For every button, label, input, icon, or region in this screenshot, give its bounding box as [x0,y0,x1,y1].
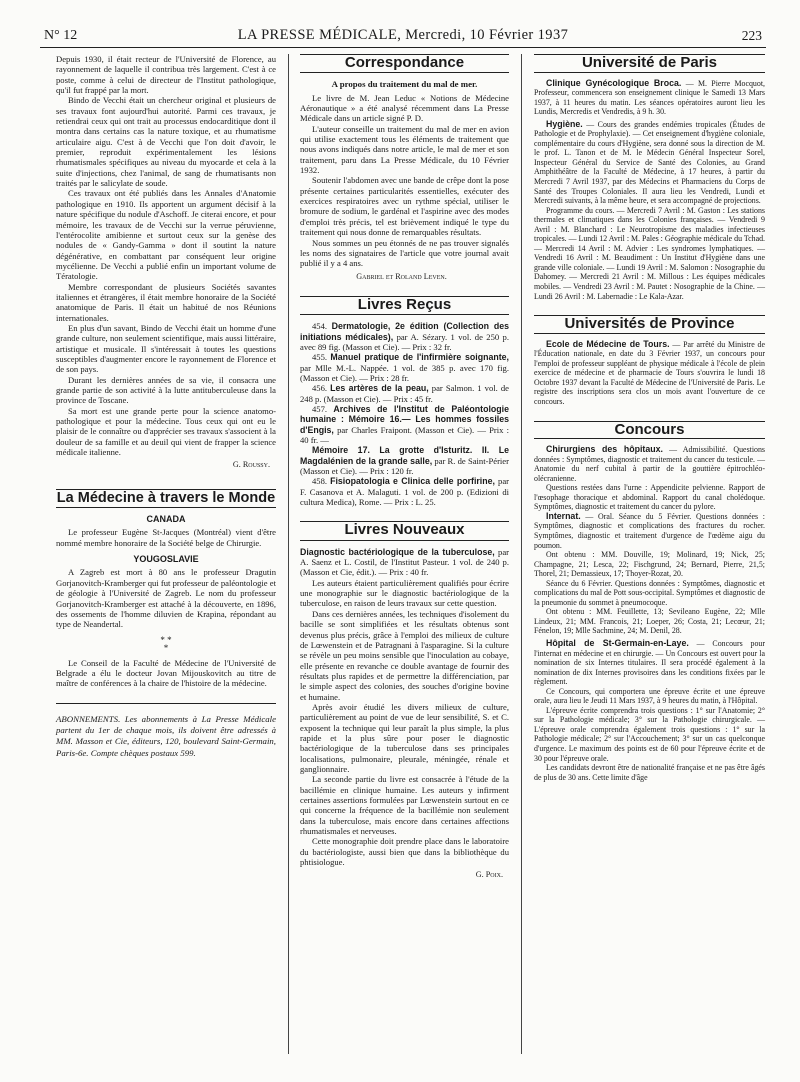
notice-title: Clinique Gynécologique Broca. [546,77,682,88]
notice-text: Les candidats devront être de nationalité française et ne pas être âgés de plus de 30 ans. Cette limite d'âge [534,763,765,782]
obituary-paragraph: En plus d'un savant, Bindo de Vecchi était un homme d'une grande culture, non seulement scientifique, mais aussi littéraire, artistique et musicale. Il s'intéressait à toutes les questions susceptibles d'augmenter encore le rayonnement de Florence et de son pays. [56,322,276,375]
entry-number: 457. [312,403,328,414]
notice-text: — Par arrêté du Ministre de l'Éducation nationale, en date du 3 Février 1937, un concours pour l'emploi de professeur suppléant de physique médicale à l'école de plein exercice de médecine et de pharmacie de Tours s'ouvrira le lundi 18 Octobre 1937 devant la Faculté de Médecine de l'Université de Paris. Le registre des inscriptions sera clos un mois avant l'ouverture de ce concours. [534,339,765,406]
country-heading: YOUGOSLAVIE [133,554,199,565]
review-paragraph: Cette monographie doit prendre place dans le laboratoire du bactériologiste, aussi bien que dans la bibliothèque du phtisiologue. [300,836,509,868]
notice-text: — Concours pour l'internat en médecine et en chirurgie. — Un Concours est ouvert pour la nomination de six Internes titulaires. Il sera procédé également à la nomination de dix Internes provisoires dans les conditions fixées par le règlement. [534,638,766,687]
books-received-list [300,321,509,507]
review-paragraph: Après avoir étudié les divers milieux de culture, particulièrement au point de vue de leur sensibilité, S. et C. exposent la technique qui leur paraît la plus simple, la plus rapide et la plus sûre pour poser le diagnostic bactériologique de la tuberculose dans ses principales localisations, pulmonaire, pleurale, méningée, rénale et ganglionnaire. [300,701,509,774]
book-reference: par A. Sézary. 1 vol. de 250 p. avec 89 fig. (Masson et Cie). — Prix : 32 fr. [300,331,510,352]
book-title: Archives de l'Institut de Paléontologie humaine : Mémoire 16.— Les hommes fossiles d'Engis, [300,403,509,435]
signature: Gabriel et Roland Leven. [356,271,447,281]
news-paragraph: Le Conseil de la Faculté de Médecine de l'Université de Belgrade a élu le docteur Jovan Mijouskovitch au titre de maître de conférences à la chaire de l'histoire de la médecine. [56,657,276,689]
book-reference: par Mlle M.-L. Nappée. 1 vol. de 385 p. avec 170 fig. (Masson et Cie). — Prix : 28 fr. [300,362,509,383]
entry-number: 454. [312,321,328,332]
book-reference: par Salmon. 1 vol. de 248 p. (Masson et Cie). — Prix : 45 fr. [300,383,510,404]
obituary-paragraph: Ces travaux ont été publiés dans les Annales d'Anatomie pathologique en 1910. Ils apportent un argument décisif à la nature spécifique du nodule d'Aschoff. Je citerai encore, et pour mémoire, les travaux de de Vecchi sur la verrue péruvienne, l'entérocolite amibienne et surtout ceux sur la genèse des nodules de « Gandy-Gamma » dont il soutint la nature dégénérative, en combattant par conséquent leur origine mycélienne. De Vecchi a publié enfin un important volume de Tératologie. [56,188,276,282]
separator-stars: * * * [160,634,172,653]
country-heading: CANADA [146,514,186,525]
book-entry [300,352,509,383]
notice-text: Ce Concours, qui comportera une épreuve écrite et une épreuve orale, aura lieu le Jeudi 11 Mars 1937, à 9 heures du matin, à l'Hôpital. [534,686,765,706]
obituary-paragraph: Durant les dernières années de sa vie, il consacra une grande partie de son activité à la lutte antituberculeuse dans la province de Toscane. [56,374,276,406]
book-title: Les artères de la peau, [330,383,429,394]
book-entry [300,404,509,445]
review-paragraph: La seconde partie du livre est consacrée à l'étude de la bacillémie en clinique humaine. Les auteurs y infirment certaines assertions formulées par Lœwenstein surtout en ce qui concerne la fréquence de la bacillémie non seulement dans la tuberculose, mais encore dans certaines affections rhumatismales et nerveuses. [300,774,509,837]
signature: G. Poix. [475,870,503,880]
page-number: 223 [741,28,762,43]
obituary-paragraph: Membre correspondant de plusieurs Sociétés savantes italiennes et étrangères, il était membre honoraire de la Société anatomique de Paris. Il était un habitué de nos Réunions internationales. [56,281,276,323]
book-entry [300,445,509,476]
signature: G. Roussy. [232,460,270,470]
notice-text: L'épreuve écrite comprendra trois questions : 1° sur l'Anatomie; 2° sur la Pathologie médicale; 3° sur la Pathologie chirurgicale. — L'épreuve orale comprendra également trois questions : 1° sur la Pathologie médicale; 2° sur l'Accouchement; 3° sur un cas quelconque d'urgence. Le maximum des points est de 60 pour l'épreuve écrite et de 30 pour l'épreuve orale. [534,705,765,763]
section-heading: Université de Paris [534,54,765,73]
journal-title: LA PRESSE MÉDICALE, Mercredi, 10 Février 1937 [237,27,569,43]
notice-text: — Cours des grandes endémies tropicales (Études de Pathologie et de Prophylaxie). — Cet enseignement d'hygiène coloniale, complémentaire du cours d'Hygiène, sera donné sous la direction de M. le prof. L. Tanon et de M. le Médecin Général Inspecteur Sorel, Inspecteur Général du Service de Santé des Colonies, au Grand Amphithéâtre de la Faculté de Médecine, à 17 heures, à partir du Mercredi 7 Avril 1937, par des Médecins et Pharmaciens du Corps de Santé des Troupes Coloniales. Il aura lieu les Vendredi, Lundi et Mercredi suivants, à la même heure, et sera accompagné de projections. [534,119,765,206]
obituary-paragraph: Bindo de Vecchi était un chercheur original et plusieurs de ses travaux font aujourd'hui autorité. Parmi ces travaux, je retiendrai ceux qui ont trait au processus endocarditique dont il montra dans certains cas la nature toxique, et au rhumatisme articulaire aigu. C'est à de Vecchi que l'on doit d'avoir, le premier, reproduit expérimentalement les lésions rhumatismales spécifiques au niveau du myocarde et cela à la suite d'injections, chez l'animal, de sang de rhumatisants non traités par le salicylate de soude. [56,95,276,189]
entry-number: 456. [312,383,328,394]
book-title: Manuel pratique de l'infirmière soignante, [330,352,509,363]
notice-text: — M. Pierre Mocquot, Professeur, commencera son enseignement clinique le Samedi 13 Mars 1937, à 11 heures du matin. Les séances opératoires auront lieu les Lundis, Mercredis et Vendredis, à 9 h. 30. [534,78,765,117]
news-paragraph: Le professeur Eugène St-Jacques (Montréal) vient d'être nommé membre honoraire de la Société belge de Chirurgie. [56,527,276,548]
review-paragraph: Les auteurs étaient particulièrement qualifiés pour écrire une monographie sur le diagnostic bactériologique de la tuberculose, en raison de leurs travaux sur cette question. [300,577,509,609]
column-middle [300,54,509,881]
column-left [56,54,276,759]
news-paragraph: A Zagreb est mort à 80 ans le professeur Dragutin Gorjanovitch-Kramberger qui fut professeur de paléontologie et de géologie à l'Université de Zagreb. Le nom du professeur Gorjanovitch-Kramberger est attaché à la découverte, en 1896, des ossements de l'homme diluvien de Krapina, répondant au type de Neandertal. [56,567,276,630]
entry-number: 458. [312,476,328,487]
book-title: Fisiopatologia e Clinica delle porfirine, [330,476,495,487]
obituary-paragraph: Sa mort est une grande perte pour la science anatomo-pathologique et pour la médecine. Tous ceux qui ont eu le plaisir de le connaître ou d'apprécier ses travaux s'associent à la douleur de sa famille et au deuil qui vient de frapper la science médicale italienne. [56,405,276,458]
results-list: Ont obtenu : MM. Feuillette, 13; Sevileano Eugène, 22; Mlle Lindeux, 21; MM. Francois, 21; Loeper, 26; Costa, 21; Lecœur, 21; Fénelon, 19; Mlle Sachmine, 24; M. Denil, 28. [534,607,765,636]
book-reference: par A. Saenz et L. Costil, de l'Institut Pasteur. 1 vol. de 240 p. (Masson et Cie, édit.). — Prix : 40 fr. [300,546,509,578]
letter-title: A propos du traitement du mal de mer. [331,79,478,90]
results-list: Ont obtenu : MM. Douville, 19; Molinard, 19; Nick, 25; Champagne, 21; Lesca, 22; Fischgrund, 24; Bernard, Pierre, 21,5; Thorel, 21; Demassieux, 17; Thoyer-Rozat, 20. [534,550,765,579]
issue-number: N° 12 [44,28,78,43]
book-reference: par Charles Fraipont. (Masson et Cie). — Prix : 40 fr. — [300,424,509,445]
book-reference: par R. de Saint-Périer (Masson et Cie). — Prix : 120 fr. [300,455,509,477]
notice-title: Hôpital de St-Germain-en-Laye. [546,637,689,648]
course-program: Programme du cours. — Mercredi 7 Avril : M. Gaston : Les stations thermales et climatiques dans les Colonies françaises. — Vendredi 9 Avril : M. Blanchard : Le Neurotropisme des maladies infectieuses tropicales. — Lundi 12 Avril : M. Pales : Géographie médicale du Tchad. — Mercredi 14 Avril : M. Advier : Les syndromes lymphatiques. — Vendredi 16 Avril : M. Beaudiment : Un Institut d'Hygiène dans une grande ville coloniale. — Lundi 19 Avril : M. Salomon : Nosographie du Dahomey. — Mercredi 21 Avril : M. Millous : Les équipes médicales mobiles. — Vendredi 23 Avril : M. Pautet : Nosographie de la Chine. — Lundi 26 Avril : M. Labernadie : Le Kala-Azar. [534,205,765,301]
page-header [40,26,766,48]
letter-paragraph: Nous sommes un peu étonnés de ne pas trouver signalés les noms des signataires de l'article que votre journal avait publié il y a 4 ans. [300,237,509,269]
book-entry [300,383,509,404]
book-title: Dermatologie, 2e édition (Collection des initiations médicales), [300,321,509,342]
notice-title: Ecole de Médecine de Tours. [546,338,670,349]
notice-text: — Admissibilité. Questions données : Symptômes, diagnostic et traitement du cancer du testicule. — Anatomie du nerf cubital à partir de la gouttière épitrochléo-olécranienne. [534,445,765,483]
section-heading: Universités de Province [534,315,765,334]
section-heading: Livres Nouveaux [300,521,509,540]
section-heading: Concours [534,421,765,440]
review-paragraph: Dans ces dernières années, les techniques d'isolement du bacille se sont simplifiées et les résultats obtenus sont devenus plus précis, grâce à l'emploi des milieux de culture de Lœwenstein et de Patragnani à l'asparagine. Si la culture se révèle un peu moins sensible que l'inoculation au cobaye, elle présente en revanche ce double avantage de fournir des résultats plus rapides et de permettre la différenciation, par le simple aspect des colonies, des souches d'origine bovine et humaine. [300,608,509,702]
notice-text: Séance du 6 Février. Questions données : Symptômes, diagnostic et complications du mal de Pott sous-occipital. Symptômes et diagnostic de la pneumonie du sommet à pneumocoque. [534,578,765,607]
letter-paragraph: Soutenir l'abdomen avec une bande de crêpe dont la pose présente certaines particularités essentielles, exécuter des exercices respiratoires avec un rythme spécial, utiliser le bromure de sodium, le gardénal et l'aspirine avec des modes d'emploi très précis, tel est brièvement indiqué le type du traitement qui nous donne de remarquables résultats. [300,175,509,238]
notice-title: Chirurgiens des hôpitaux. [546,444,663,455]
column-right [534,54,765,782]
obituary-paragraph: Depuis 1930, il était recteur de l'Université de Florence, au rayonnement de laquelle il contribua très largement. C'est à ce poste, comme à celui de directeur de l'Institut pathologique, qu'il fut frappé par la mort. [56,54,276,96]
book-entry [300,321,509,352]
notice-text: — Oral. Séance du 5 Février. Questions données : Symptômes, diagnostic et complications des fractures du rocher. Symptômes, diagnostic et traitement d'urgence de l'œdème aigu du poumon. [534,511,765,550]
book-entry [300,476,509,507]
notice-title: Internat. [546,510,581,521]
section-heading: Livres Reçus [300,296,509,315]
letter-paragraph: L'auteur conseille un traitement du mal de mer en avion qui utilise exactement tous les éléments de traitement que nous avons indiqués dans notre article, le mal de mer et son traitement, paru dans La Presse Médicale, du 10 Février 1932. [300,123,509,176]
book-title: Diagnostic bactériologique de la tuberculose, [300,546,495,557]
book-title: Mémoire 17. La grotte d'Isturitz. II. Le Magdalénien de la grande salle, [300,445,509,466]
letter-paragraph: Le livre de M. Jean Leduc « Notions de Médecine Aéronautique » a été analysé récemment dans La Presse Médicale dans un article signé P. D. [300,92,509,124]
book-reference: par F. Casanova et A. Malaguti. 1 vol. de 200 p. (Edizioni di cultura Medica), Rome. — Prix : L. 25. [300,476,509,508]
section-heading: La Médecine à travers le Monde [56,489,276,508]
column-rule [288,54,289,1054]
entry-number: 455. [312,352,328,363]
notice-text: Questions restées dans l'urne : Appendicite pelvienne. Rapport de l'œsophage thoracique et abdominal. Rapport du canal cholédoque. Symptômes, diagnostic et traitement du cancer du pylore. [534,483,765,512]
column-rule [521,54,522,1054]
subscription-notice: ABONNEMENTS. Les abonnements à La Presse Médicale partent du 1er de chaque mois, ils doivent être adressés à MM. Masson et Cie, éditeurs, 120, boulevard Saint-Germain, Paris-6e. Compte chèques postaux 599. [56,703,276,760]
notice-title: Hygiène. [546,118,583,129]
section-heading: Correspondance [300,54,509,73]
